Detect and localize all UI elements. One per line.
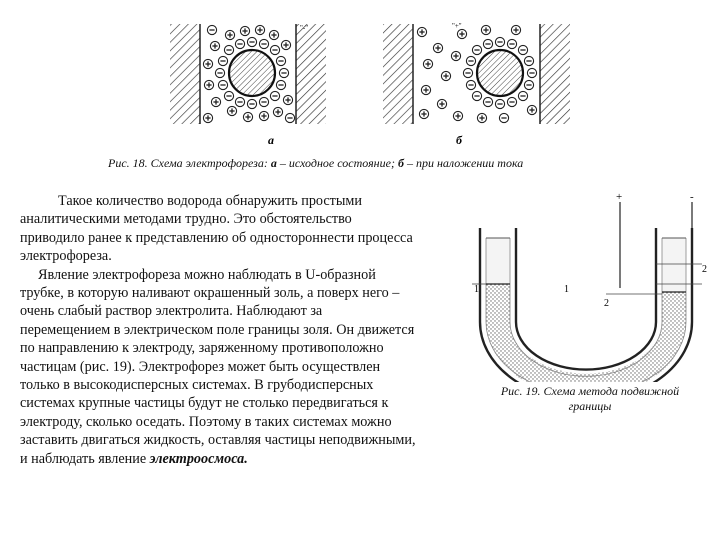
marker-a: "-" — [300, 24, 309, 32]
electrode-plus-label: + — [616, 192, 623, 203]
u-tube-diagram — [470, 192, 710, 382]
text-line: электроду, сколько оседать. Поэтому в таких системах можно — [20, 413, 392, 430]
colloid-particle-b — [477, 50, 523, 96]
right-wall-a — [296, 24, 326, 124]
level-label-lower: 2 — [604, 298, 609, 309]
panel-a — [170, 24, 326, 124]
figure-19 — [470, 192, 710, 382]
text-line: электрофореза. — [20, 248, 112, 265]
sublabel-a: а — [268, 133, 274, 147]
marker-b: "+" — [452, 22, 462, 30]
sublabel-b: б — [456, 133, 462, 147]
text-line-last — [20, 450, 470, 468]
text-line: Такое количество водорода обнаружить простыми — [58, 193, 362, 209]
fig19-caption-line2: границы — [568, 399, 612, 413]
caption-mid: – исходное состояние; — [276, 156, 398, 170]
text-line: приводило ранее к представлению об одностороннести процесса — [20, 229, 413, 246]
left-wall-a — [170, 24, 200, 124]
caption-end: – при наложении тока — [403, 156, 524, 170]
caption-letter-b: б — [397, 156, 404, 170]
fig19-caption-line1: Рис. 19. Схема метода подвижной — [500, 384, 680, 398]
electrophoresis-diagram — [160, 18, 600, 148]
level-label-upper: 2 — [702, 264, 707, 275]
text-line: частицам (рис. 19). Электрофорез может быть осуществлен — [20, 358, 381, 375]
text-line: Явление электрофореза можно наблюдать в U-образной — [38, 266, 376, 283]
text-line: перемещением в электрическом поле границы золя. Он движется — [20, 321, 415, 338]
figure-18 — [160, 18, 600, 148]
last-line-prefix: и наблюдать явление — [20, 450, 150, 467]
text-line: системах крупные частицы будут не столько передвигаться к — [20, 395, 389, 412]
figure-19-caption — [470, 384, 710, 414]
term-electroosmosis: электроосмоса. — [149, 450, 248, 467]
electrode-minus-label: - — [690, 192, 694, 203]
left-wall-b — [383, 24, 413, 124]
level-label-right: 1 — [564, 284, 569, 295]
text-line: очень слабый раствор электролита. Наблюдают за — [20, 303, 323, 320]
right-wall-b — [540, 24, 570, 124]
text-line: аналитическими методами трудно. Это обстоятельство — [20, 211, 352, 228]
u-tube-inner-wall — [516, 228, 656, 370]
figure-18-caption — [108, 156, 523, 171]
caption-prefix: Рис. 18. Схема электрофореза: — [108, 156, 271, 170]
panel-b — [383, 22, 570, 124]
level-label-left: 1 — [474, 284, 479, 295]
text-line: по направлению к электроду, заряженному противоположно — [20, 340, 384, 357]
text-line: только в высокодисперсных системах. В грубодисперсных — [20, 377, 374, 394]
caption-letter-a: а — [270, 156, 277, 170]
body-paragraph — [20, 192, 470, 468]
colloid-particle-a — [229, 50, 275, 96]
text-line: трубке, в которую наливают окрашенный золь, а поверх него – — [20, 285, 400, 302]
text-line: заставить двигаться жидкость, оставляя частицы неподвижными, — [20, 432, 416, 449]
